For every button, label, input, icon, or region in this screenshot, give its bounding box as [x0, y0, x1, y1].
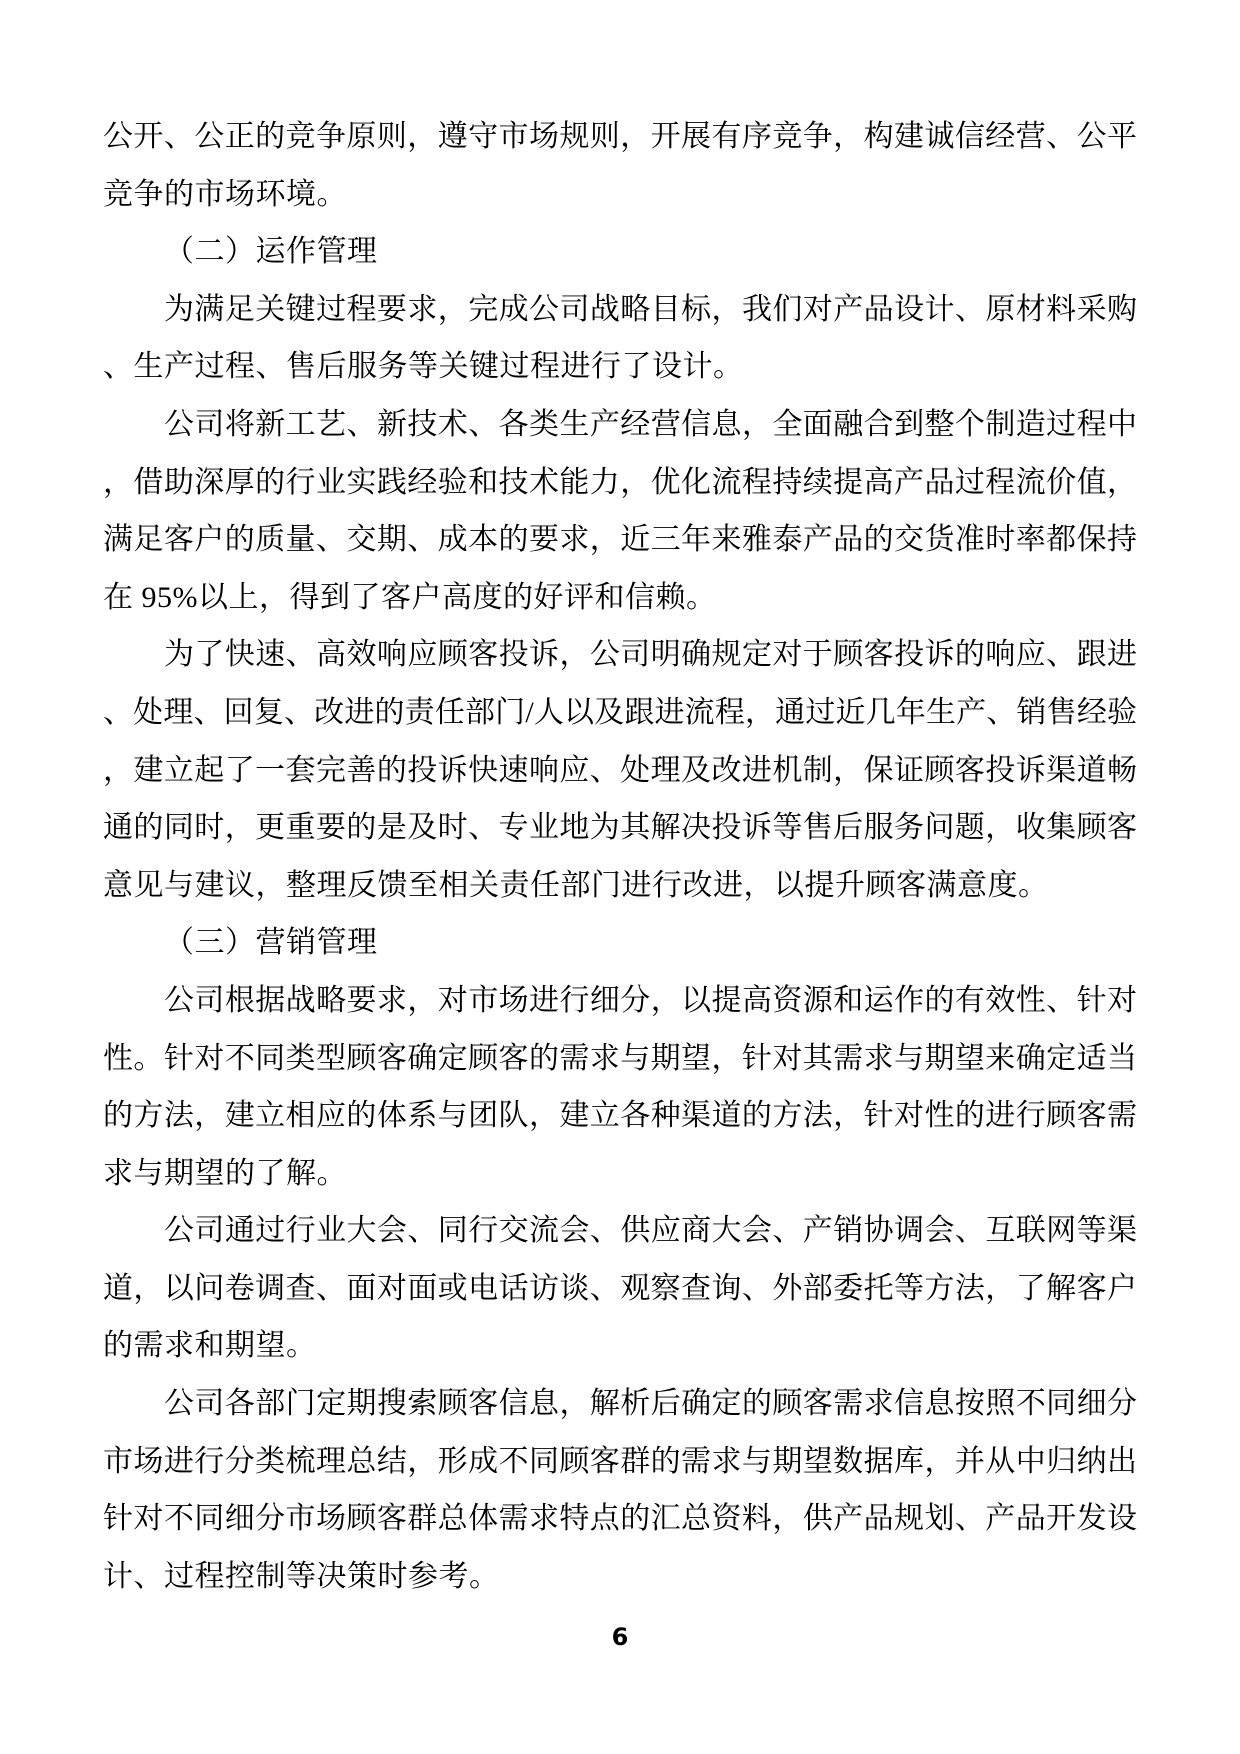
text-line: 满足客户的质量、交期、成本的要求，近三年来雅泰产品的交货准时率都保持 — [103, 523, 1137, 557]
text-line: 道，以问卷调查、面对面或电话访谈、观察查询、外部委托等方法，了解客户 — [103, 1271, 1137, 1305]
text-line: 、生产过程、售后服务等关键过程进行了设计。 — [103, 350, 744, 384]
text-line: 公司各部门定期搜索顾客信息，解析后确定的顾客需求信息按照不同细分 — [164, 1387, 1137, 1421]
text-line: 在 95%以上，得到了客户高度的好评和信赖。 — [103, 580, 717, 614]
text-line: 计、过程控制等决策时参考。 — [103, 1559, 500, 1593]
text-line: ，建立起了一套完善的投诉快速响应、处理及改进机制，保证顾客投诉渠道畅 — [103, 753, 1137, 787]
text-line: 公开、公正的竞争原则，遵守市场规则，开展有序竞争，构建诚信经营、公平 — [103, 120, 1137, 153]
text-line: ，借助深厚的行业实践经验和技术能力，优化流程持续提高产品过程流价值， — [103, 465, 1137, 499]
text-line: 、处理、回复、改进的责任部门/人以及跟进流程，通过近几年生产、销售经验 — [103, 695, 1137, 729]
text-line: 意见与建议，整理反馈至相关责任部门进行改进，以提升顾客满意度。 — [103, 868, 1049, 902]
text-line: 市场进行分类梳理总结，形成不同顾客群的需求与期望数据库，并从中归纳出 — [103, 1444, 1137, 1478]
text-line: 的方法，建立相应的体系与团队，建立各种渠道的方法，针对性的进行顾客需 — [103, 1099, 1137, 1133]
text-line: 性。针对不同类型顾客确定顾客的需求与期望，针对其需求与期望来确定适当 — [103, 1041, 1137, 1075]
text-line: 为了快速、高效响应顾客投诉，公司明确规定对于顾客投诉的响应、跟进 — [164, 638, 1137, 672]
document-body — [103, 108, 1137, 1605]
text-line: 的需求和期望。 — [103, 1329, 317, 1363]
text-line: 公司通过行业大会、同行交流会、供应商大会、产销协调会、互联网等渠 — [164, 1214, 1137, 1248]
text-line: 求与期望的了解。 — [103, 1156, 347, 1190]
page-number: 6 — [611, 1623, 629, 1651]
page-footer — [0, 1622, 1240, 1652]
text-line: 竞争的市场环境。 — [103, 177, 347, 211]
text-line: 为满足关键过程要求，完成公司战略目标，我们对产品设计、原材料采购 — [164, 292, 1137, 326]
text-line: （三）营销管理 — [164, 926, 378, 960]
text-line: （二）运作管理 — [164, 235, 378, 269]
text-line: 针对不同细分市场顾客群总体需求特点的汇总资料，供产品规划、产品开发设 — [103, 1502, 1137, 1536]
text-line: 通的同时，更重要的是及时、专业地为其解决投诉等售后服务问题，收集顾客 — [103, 811, 1137, 845]
text-line: 公司根据战略要求，对市场进行细分，以提高资源和运作的有效性、针对 — [164, 983, 1137, 1017]
text-line: 公司将新工艺、新技术、各类生产经营信息，全面融合到整个制造过程中 — [164, 407, 1137, 441]
